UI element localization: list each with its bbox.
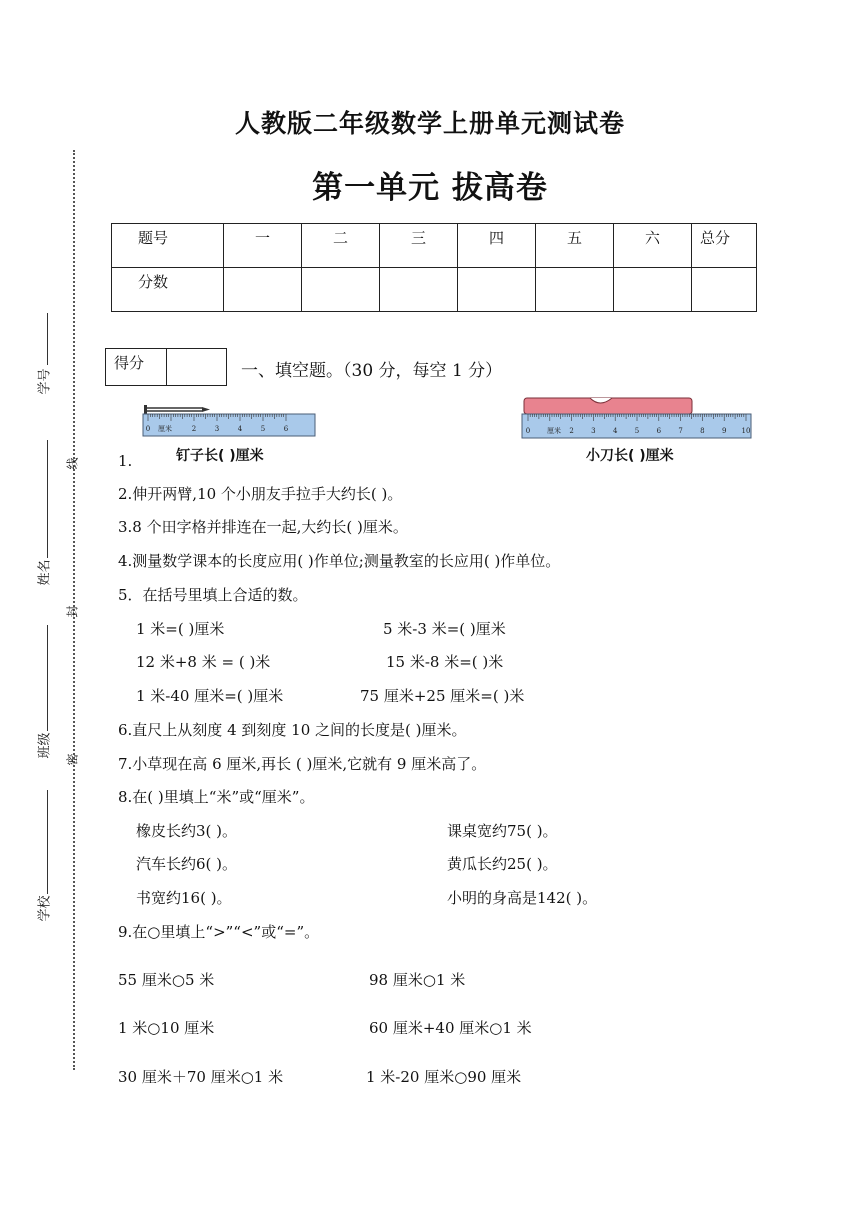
ruler-tick-label: 4 bbox=[237, 425, 243, 433]
ruler-tick-label: 9 bbox=[721, 427, 727, 435]
question-7: 7.小草现在高 6 厘米,再长 ( )厘米,它就有 9 厘米高了。 bbox=[118, 755, 487, 773]
score-input-cell[interactable] bbox=[224, 268, 302, 312]
knife-ruler-illustration bbox=[520, 396, 755, 444]
binding-mark-secret: 密 bbox=[65, 753, 80, 766]
ruler-tick-label: 3 bbox=[591, 427, 596, 435]
nail-icon bbox=[144, 405, 210, 414]
score-input-cell[interactable] bbox=[614, 268, 692, 312]
score-table-header-row bbox=[112, 224, 757, 268]
ruler-tick-label: 2 bbox=[191, 425, 197, 433]
ruler-tick-label: 4 bbox=[612, 427, 618, 435]
score-table-cell: 二 bbox=[302, 224, 380, 268]
score-table-cell: 题号 bbox=[112, 224, 224, 268]
ruler-tick-label: 5 bbox=[260, 425, 266, 433]
question-2: 2.伸开两臂,10 个小朋友手拉手大约长( )。 bbox=[118, 485, 403, 503]
q5-item: 15 米-8 米=( )米 bbox=[386, 653, 504, 671]
q9-item: 60 厘米+40 厘米○1 米 bbox=[369, 1019, 532, 1037]
question-4: 4.测量数学课本的长度应用( )作单位;测量教室的长应用( )作单位。 bbox=[118, 552, 561, 570]
page-subtitle: 第一单元 拔高卷 bbox=[312, 170, 548, 206]
binding-mark-seal: 封 bbox=[65, 605, 80, 618]
q5-item: 1 米-40 厘米=( )厘米 bbox=[136, 687, 284, 705]
question-3: 3.8 个田字格并排连在一起,大约长( )厘米。 bbox=[118, 518, 408, 536]
q8-item: 书宽约16( )。 bbox=[136, 889, 232, 907]
knife-caption: 小刀长( )厘米 bbox=[586, 448, 674, 464]
class-blank bbox=[47, 625, 48, 731]
score-input-cell[interactable] bbox=[458, 268, 536, 312]
question-1-number: 1. bbox=[118, 452, 133, 470]
score-table-cell: 三 bbox=[380, 224, 458, 268]
score-table-cell: 一 bbox=[224, 224, 302, 268]
ruler-tick-label: 6 bbox=[283, 425, 289, 433]
score-table-cell: 总分 bbox=[692, 224, 757, 268]
ruler-tick-label: 0 bbox=[525, 427, 531, 435]
q9-item: 98 厘米○1 米 bbox=[369, 971, 466, 989]
question-8: 8.在( )里填上“米”或“厘米”。 bbox=[118, 788, 315, 806]
school-blank bbox=[47, 790, 48, 894]
ruler-unit-mark: 厘米 bbox=[158, 425, 172, 433]
name-label: 姓名 bbox=[37, 559, 53, 586]
score-table-cell: 六 bbox=[614, 224, 692, 268]
score-table-score-row bbox=[112, 268, 757, 312]
score-input-cell[interactable] bbox=[380, 268, 458, 312]
q8-item: 橡皮长约3( )。 bbox=[136, 822, 238, 840]
q8-item: 黄瓜长约25( )。 bbox=[447, 855, 558, 873]
page-title: 人教版二年级数学上册单元测试卷 bbox=[234, 109, 625, 138]
name-blank bbox=[47, 440, 48, 558]
q5-item: 75 厘米+25 厘米=( )米 bbox=[360, 687, 525, 705]
nail-ruler-illustration bbox=[140, 400, 320, 442]
score-table bbox=[111, 223, 757, 312]
q5-item: 1 米=( )厘米 bbox=[136, 620, 225, 638]
nail-caption: 钉子长( )厘米 bbox=[176, 448, 264, 464]
section-score-box bbox=[105, 348, 227, 386]
q9-item: 30 厘米＋70 厘米○1 米 bbox=[118, 1068, 284, 1086]
question-5: 5．在括号里填上合适的数。 bbox=[118, 586, 308, 604]
student-id-label: 学号 bbox=[37, 368, 53, 395]
ruler-tick-label: 3 bbox=[214, 425, 220, 433]
ruler-tick-label: 7 bbox=[678, 427, 683, 435]
q8-item: 小明的身高是142( )。 bbox=[447, 889, 598, 907]
student-id-blank bbox=[47, 313, 48, 365]
question-9: 9.在○里填上“>”“<”或“=”。 bbox=[118, 923, 320, 941]
ruler-tick-label: 6 bbox=[656, 427, 662, 435]
q9-item: 1 米○10 厘米 bbox=[118, 1019, 215, 1037]
ruler-unit-mark: 厘米 bbox=[547, 427, 561, 435]
score-box-divider bbox=[166, 349, 167, 385]
score-table-cell: 五 bbox=[536, 224, 614, 268]
school-label: 学校 bbox=[37, 895, 53, 922]
q5-item: 12 米+8 米 = ( )米 bbox=[136, 653, 271, 671]
binding-mark-line: 线 bbox=[65, 457, 80, 470]
q9-item: 1 米-20 厘米○90 厘米 bbox=[366, 1068, 522, 1086]
score-input-cell[interactable] bbox=[302, 268, 380, 312]
section-heading: 一、填空题。（30 分，每空 1 分） bbox=[241, 361, 503, 381]
score-input-cell[interactable] bbox=[536, 268, 614, 312]
q8-item: 汽车长约6( )。 bbox=[136, 855, 238, 873]
knife-icon bbox=[524, 398, 692, 414]
ruler-tick-label: 10 bbox=[741, 427, 751, 435]
ruler-tick-label: 5 bbox=[634, 427, 640, 435]
q8-item: 课桌宽约75( )。 bbox=[447, 822, 558, 840]
q5-item: 5 米-3 米=( )厘米 bbox=[383, 620, 506, 638]
ruler-tick-label: 0 bbox=[145, 425, 151, 433]
ruler-tick-label: 2 bbox=[569, 427, 574, 435]
class-label: 班级 bbox=[37, 732, 53, 759]
section-score-label: 得分 bbox=[114, 354, 145, 372]
score-table-cell: 分数 bbox=[112, 268, 224, 312]
score-table-cell: 四 bbox=[458, 224, 536, 268]
ruler-tick-label: 8 bbox=[700, 427, 705, 435]
q9-item: 55 厘米○5 米 bbox=[118, 971, 215, 989]
score-input-cell[interactable] bbox=[692, 268, 757, 312]
question-6: 6.直尺上从刻度 4 到刻度 10 之间的长度是( )厘米。 bbox=[118, 721, 467, 739]
